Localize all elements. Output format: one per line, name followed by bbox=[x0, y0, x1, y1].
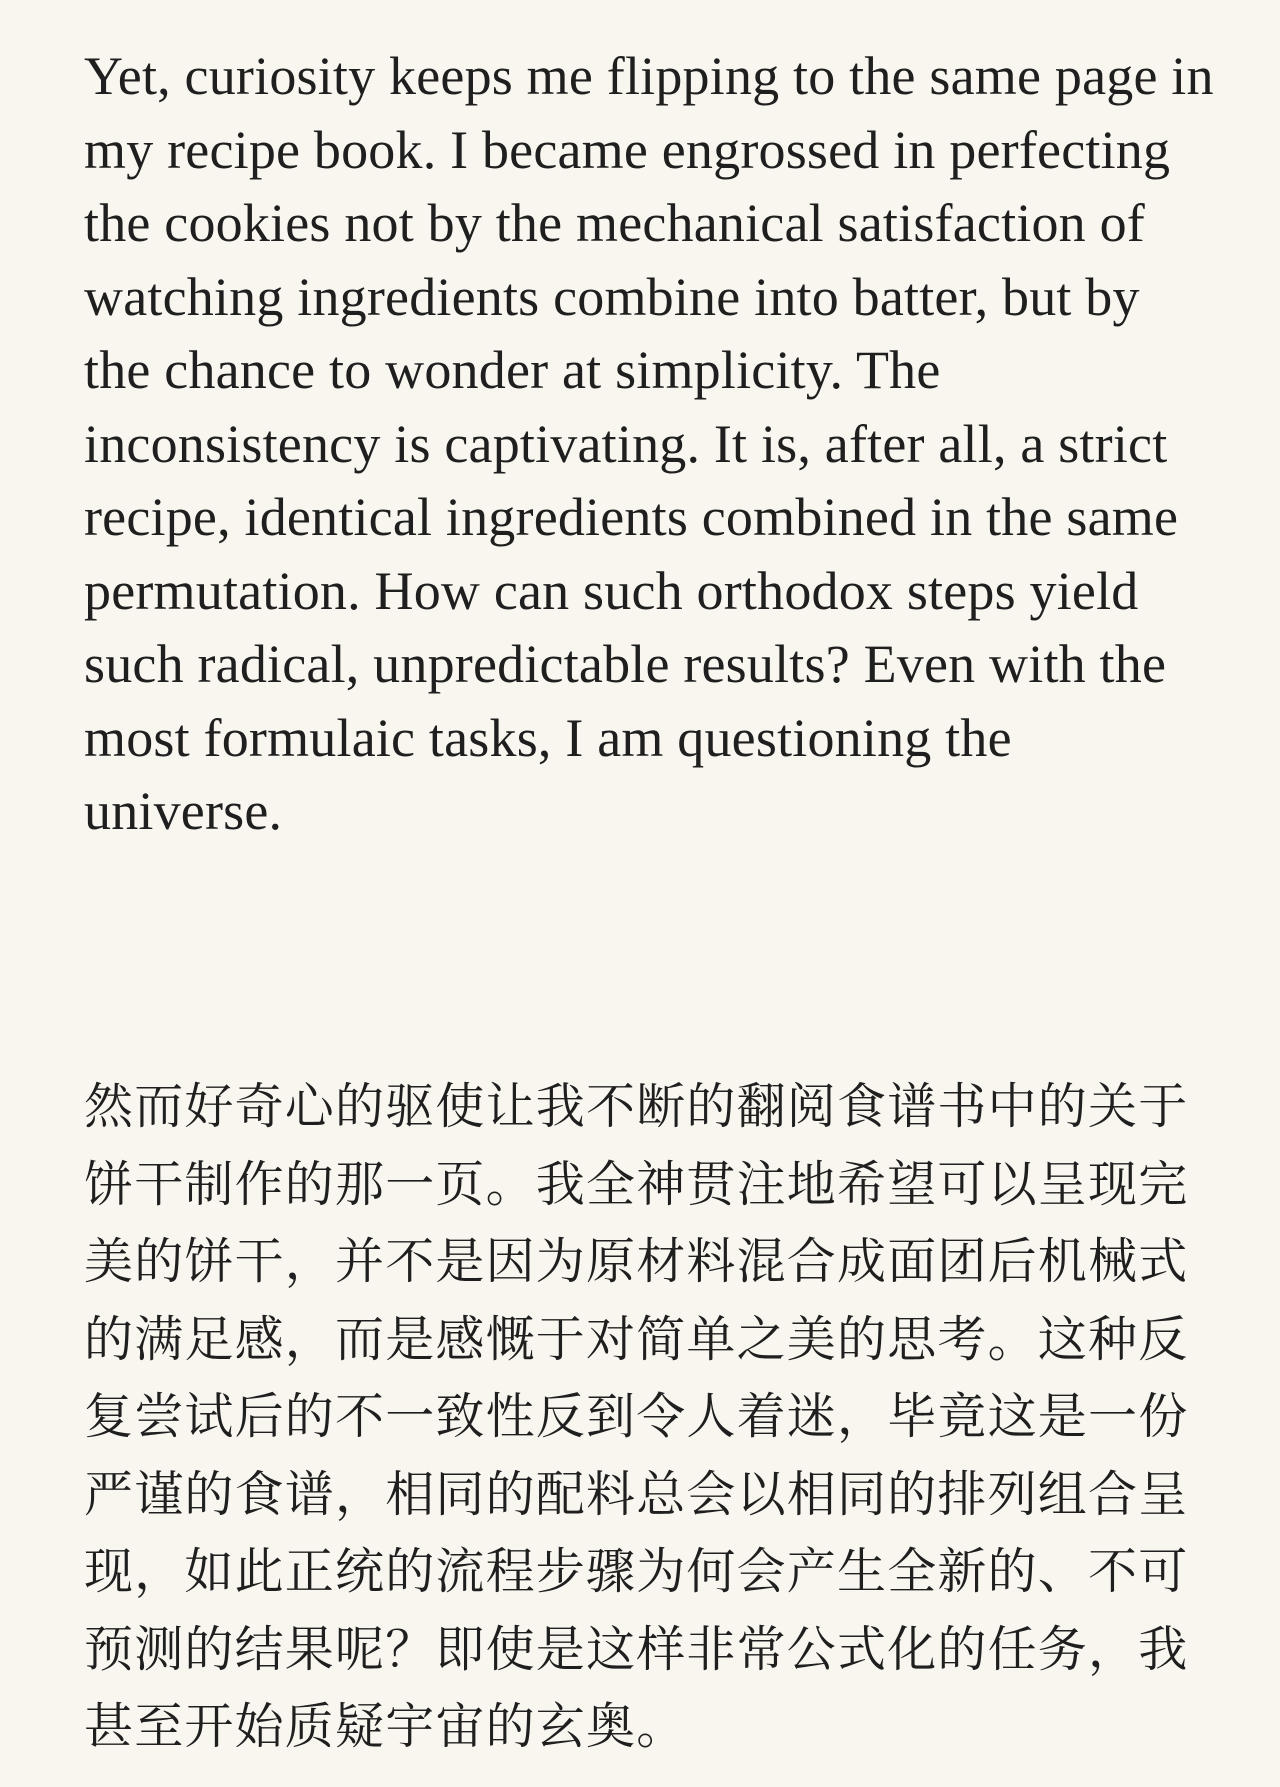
chinese-paragraph: 然而好奇心的驱使让我不断的翻阅食谱书中的关于饼干制作的那一页。我全神贯注地希望可以呈现完美的饼干，并不是因为原材料混合成面团后机械式的满足感，而是感慨于对简单之美的思考。这种反复尝试后的不一致性反到令人着迷，毕竟这是一份严谨的食谱，相同的配料总会以相同的排列组合呈现，如此正统的流程步骤为何会产生全新的、不可预测的结果呢？即使是这样非常公式化的任务，我甚至开始质疑宇宙的玄奥。 bbox=[84, 1078, 1189, 1755]
document-page bbox=[84, 40, 1214, 1755]
english-paragraph: Yet, curiosity keeps me flipping to the same page in my recipe book. I became engrossed in perfecting the cookies not by the mechanical satisfaction of watching ingredients combine into batter, but by the chance to wonder at simplicity. The inconsistency is captivating. It is, after all, a strict recipe, identical ingredients combined in the same permutation. How can such orthodox steps yield such radical, unpredictable results? Even with the most formulaic tasks, I am questioning the universe. bbox=[84, 46, 1214, 841]
